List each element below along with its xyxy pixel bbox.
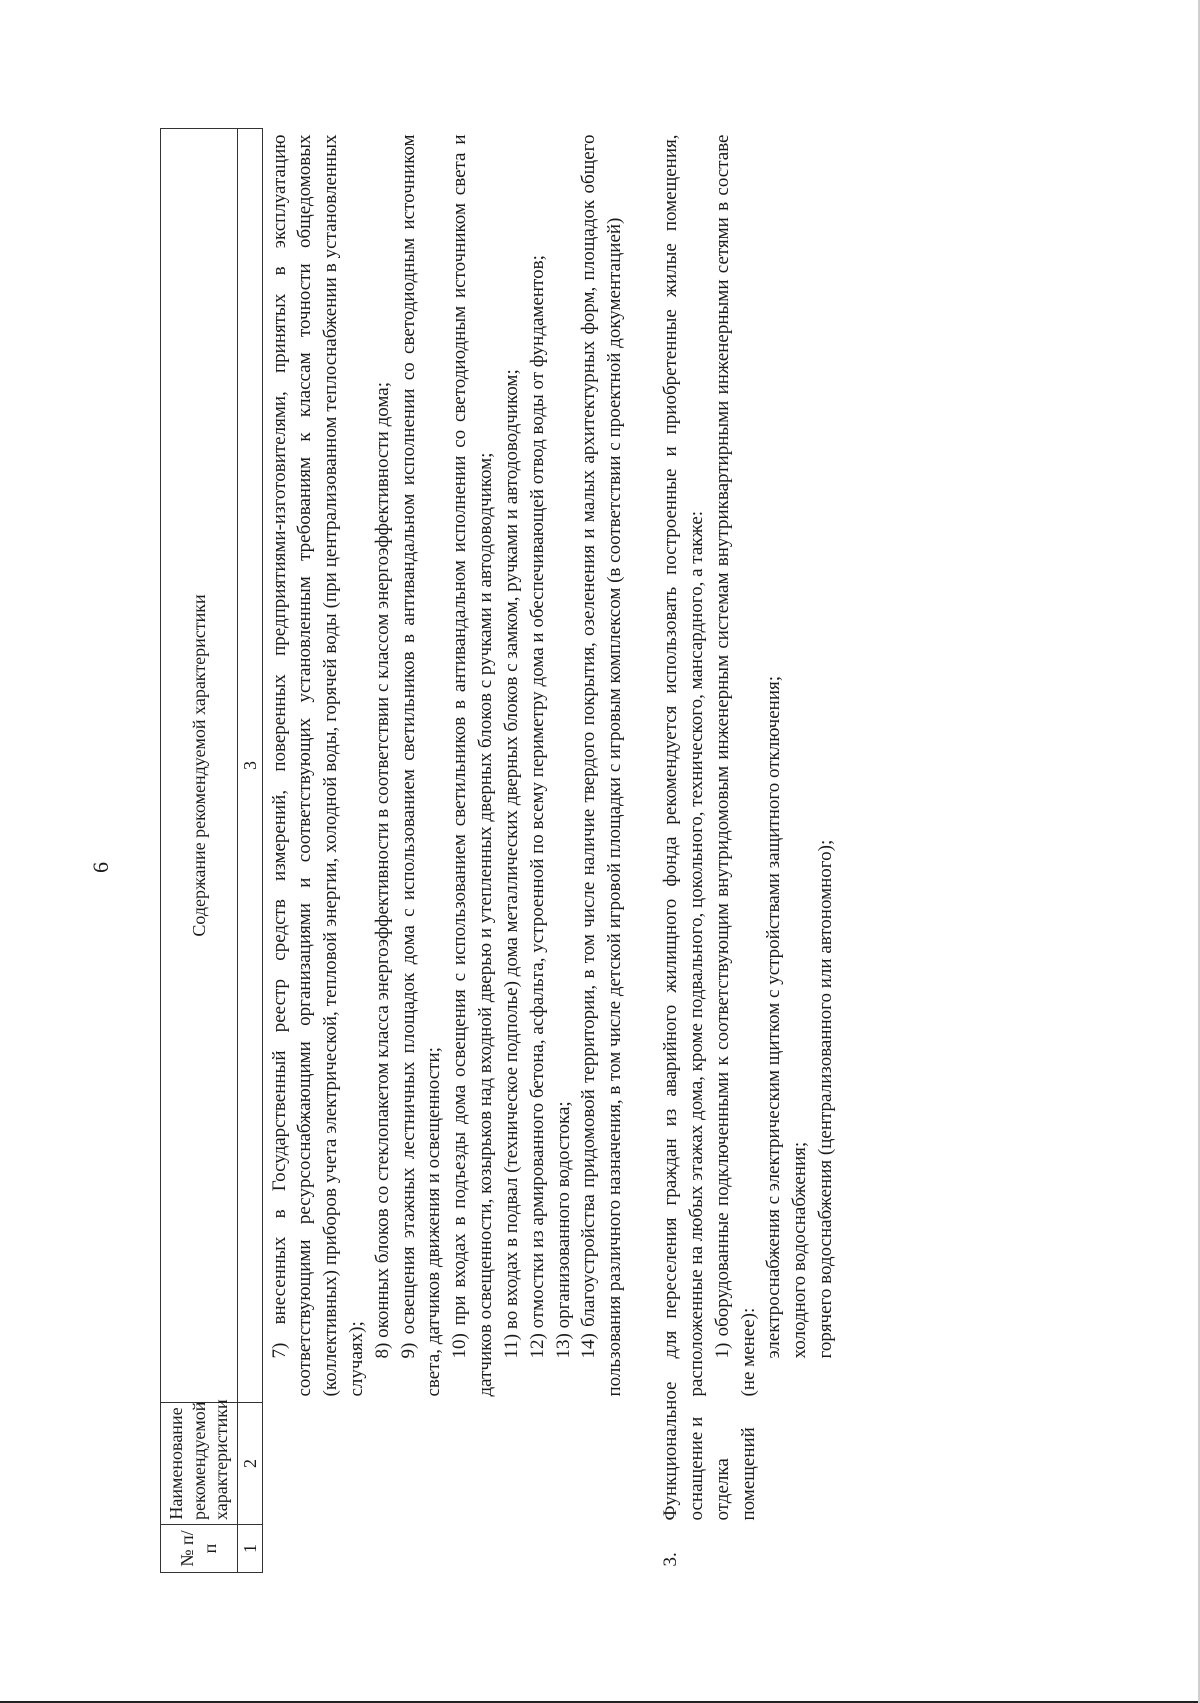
table-row — [262, 129, 632, 1573]
content-line: горячего водоснабжения (централизованного или автономного); — [815, 839, 837, 1359]
content-line: 14) благоустройства придомовой территории, в том числе наличие твердого покрытия, озеленения и малых архитектурных форм, площадок общего пользования различного назначения, в том числе детской игровой площадки с игровым комплексом (в соответствии с проектной документацией) — [578, 134, 626, 1397]
column-number-row — [237, 129, 262, 1573]
row-number — [262, 1525, 632, 1573]
content-line: 11) во входах в подвал (техническое подполье) дома металлических дверных блоков с замком, ручками и автодоводчиком; — [500, 369, 522, 1359]
characteristics-table — [160, 128, 843, 1573]
content-line: для переселения граждан из аварийного жилищного фонда рекомендуется использовать построенные и приобретенные жилые помещения, расположенные на любых этажах дома, кроме подвального, цокольного, технического, мансардного, а также: — [660, 134, 707, 1397]
row-characteristic-name: Функциональное оснащение и отделка помещений — [660, 1381, 759, 1521]
row-spacer — [632, 129, 654, 1573]
table-row — [654, 129, 843, 1573]
table-header-row — [161, 129, 238, 1573]
page-number: 6 — [88, 862, 113, 873]
column-number-2: 2 — [237, 1403, 262, 1525]
content-line: 7) внесенных в Государственный реестр средств измерений, поверенных предприятиями-изготовителями, принятых в эксплуатацию соответствующими ресурсоснабжающими организациями и соответствующих установленным требованиям к классам точности общедомовых (коллективных) приборов учета электрической, тепловой энергии, холодной воды, горячей воды (при централизованном теплоснабжении в установленных случаях); — [268, 134, 367, 1397]
content-line: холодного водоснабжения; — [789, 1141, 811, 1359]
row-characteristic-name — [262, 1403, 632, 1525]
column-number-1: 1 — [237, 1525, 262, 1573]
header-characteristic-name: Наименование рекомендуемой характеристики — [161, 1403, 238, 1525]
row-number: 3. — [660, 1552, 682, 1567]
row-characteristic-content — [654, 129, 843, 1403]
row-characteristic-content — [262, 129, 632, 1403]
content-line: 12) отмостки из армированного бетона, асфальта, устроенной по всему периметру дома и обеспечивающей отвод воды от фундаментов; — [526, 255, 548, 1359]
content-line: 1) оборудованные подключенными к соответствующим внутридомовым инженерным системам внутриквартирными инженерными сетями в составе (не менее): — [711, 134, 759, 1397]
header-characteristic-content: Содержание рекомендуемой характеристики — [161, 129, 238, 1403]
header-number: № п/п — [161, 1525, 238, 1573]
content-line: 10) при входах в подъезды дома освещения с использованием светильников в антивандальном исполнении со светодиодным источником света и датчиков освещенности, козырьков над входной дверью и утепленных дверных блоков с ручками и автодоводчиком; — [449, 134, 497, 1397]
content-line: 8) оконных блоков со стеклопакетом класса энергоэффективности в соответствии с классом энергоэффективности дома; — [371, 382, 393, 1359]
content-line: 9) освещения этажных лестничных площадок дома с использованием светильников в антивандальном исполнении со светодиодным источником света, датчиков движения и освещенности; — [397, 134, 445, 1397]
content-line: 13) организованного водостока; — [552, 1101, 574, 1359]
column-number-3: 3 — [237, 129, 262, 1403]
content-line: электроснабжения с электрическим щитком с устройствами защитного отключения; — [763, 675, 785, 1359]
